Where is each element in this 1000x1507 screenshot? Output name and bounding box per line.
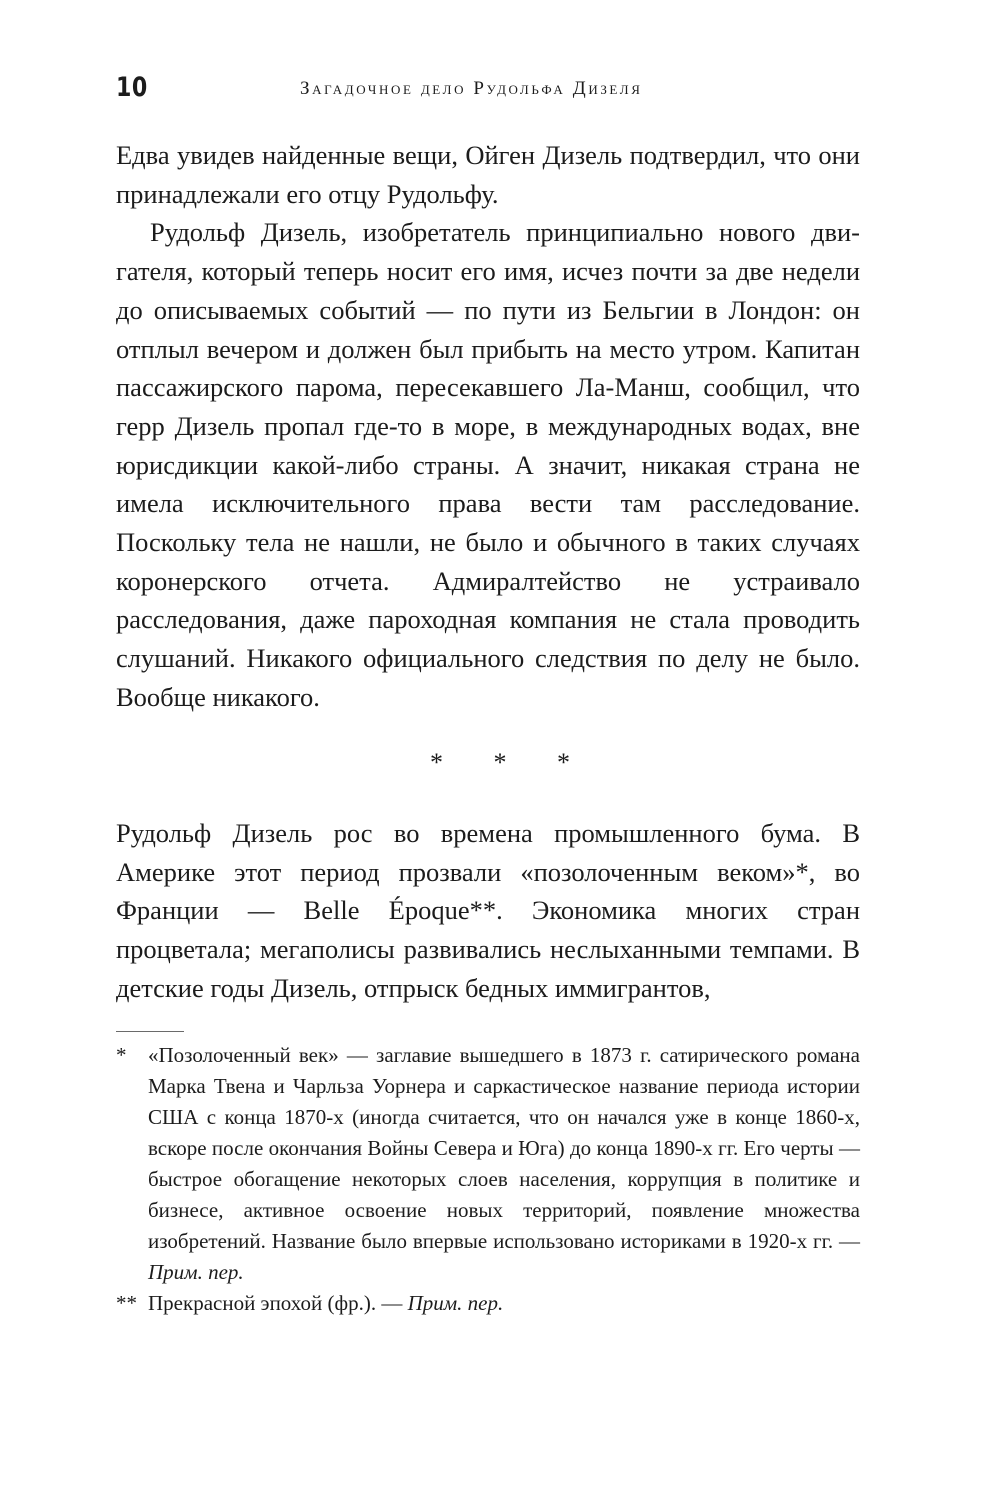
page-number: 10: [116, 72, 148, 103]
translator-note: Прим. пер.: [407, 1291, 504, 1315]
running-title: Загадочное дело Рудольфа Дизеля: [300, 78, 643, 99]
footnote-divider: [116, 1031, 184, 1032]
footnote-gilded-age: [116, 1040, 860, 1288]
paragraph-disappearance: Рудольф Дизель, изобретатель принципиально нового двигателя, который теперь носит его имя, исчез почти за две недели до описываемых событий — по пути из Бельгии в Лондон: он отплыл вечером и должен был прибыть на место утром. Капитан пассажирского парома, пересекавшего Ла-Манш, сообщил, что герр Дизель пропал где-то в море, в международных водах, вне юрисдикции какой-либо страны. А значит, никакая страна не имела исключительного права вести там расследование. Поскольку тела не нашли, не было и обычного в таких случаях коронерского отчета. Адмиралтейство не устраивало расследования, даже пароходная компания не стала проводить слушаний. Никакого официального следствия по делу не было. Вообще никакого.: [116, 217, 860, 712]
footnote-text: «Позолоченный век» — заглавие вышедшего в 1873 г. сатирического романа Марка Твена и Чарльза Уорнера и саркастическое название периода истории США с конца 1870-х (иногда считается, что он начался уже в конце 1860-х, вскоре после окончания Войны Севера и Юга) до конца 1890-х гг. Его черты — быстрое обогащение некоторых слоев населения, коррупция в политике и бизнесе, активное освоение новых территорий, появление множества изобретений. Название было впервые использовано историками в 1920-х гг. —: [148, 1043, 860, 1253]
footnote-belle-epoque: [116, 1288, 860, 1319]
paragraph-continuation: Едва увидев найденные вещи, Ойген Дизель подтвердил, что они принадлежали его отцу Рудольфу.: [116, 140, 860, 209]
running-head: [116, 72, 860, 108]
paragraph-industrial-boom: Рудольф Дизель рос во времена промышленного бума. В Америке этот период прозвали «позолоченным веком»*, во Франции — Belle Époque**. Экономика многих стран процветала; мегаполисы развивались неслыханными темпами. В детские годы Дизель, отпрыск бедных иммигрантов,: [116, 818, 860, 1003]
body-section-2: [116, 814, 860, 1008]
footnote-text: Прекрасной эпохой (фр.). —: [148, 1291, 403, 1315]
footnotes: [116, 1040, 860, 1319]
footnote-mark: **: [116, 1291, 137, 1315]
body-section-1: [116, 136, 860, 717]
translator-note: Прим. пер.: [148, 1260, 244, 1284]
section-separator: * * *: [430, 748, 592, 777]
footnote-mark: *: [116, 1043, 127, 1067]
